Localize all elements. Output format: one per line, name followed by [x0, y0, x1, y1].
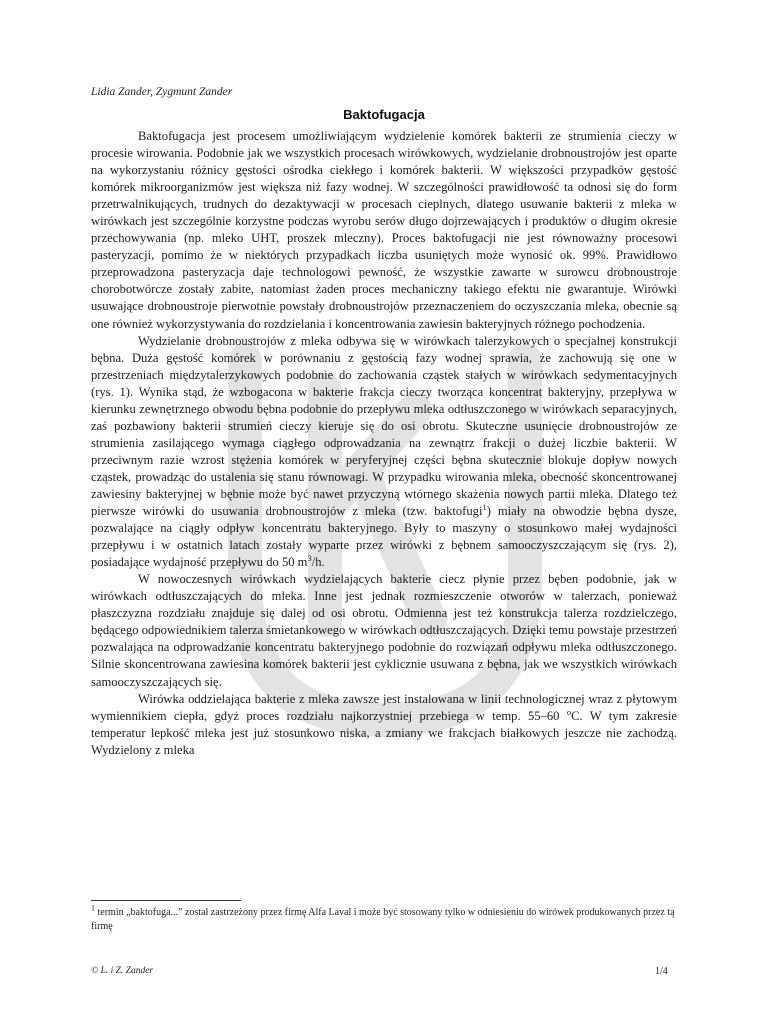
footnote-divider	[91, 900, 241, 901]
footer-copyright: © L. i Z. Zander	[91, 966, 154, 976]
paragraph-2-continued: ) miały na obwodzie bębna dysze, pozwalające na ciągły odpływ koncentratu bakteryjnego. Były to maszyny o stosunkowo małej wydajności przepływu i w ostatnich latach zostały wyparte przez wirówki z bębnem samooczyszczającym się (rys. 2), posiadające wydajność przepływu do 50 m	[91, 504, 678, 570]
paragraph-2	[91, 333, 677, 572]
paragraph-1: Baktofugacja jest procesem umożliwiającym wydzielenie komórek bakterii ze strumienia cieczy w procesie wirowania. Podobnie jak we wszystkich procesach wirówkowych, wydzielanie drobnoustrojów jest oparte na wykorzystaniu różnicy gęstości ośrodka ciekłego i komórek bakterii. W większości przypadków gęstość komórek mikroorganizmów jest większa niż fazy wodnej. W szczególności prawidłowość ta odnosi się do form przetrwalnikujących, trudnych do dezaktywacji w procesach cieplnych, dlatego usuwanie bakterii z mleka w wirówkach jest szczególnie korzystne podczas wyrobu serów długo dojrzewających i produktów o długim okresie przechowywania (np. mleko UHT, proszek mleczny). Proces baktofugacji nie jest równoważny procesowi pasteryzacji, pomimo że w niektórych przypadkach liczba usuniętych może wynosić ok. 99%. Prawidłowo przeprowadzona pasteryzacja daje technologowi pewność, że wszystkie zawarte w surowcu drobnoustroje chorobotwórcze zostały zabite, natomiast żaden proces mechaniczny takiego efektu nie gwarantuje. Wirówki usuwające drobnoustroje pierwotnie powstały drobnoustrojów przeznaczeniem do oczyszczania mleka, obecnie są one również wykorzystywania do rozdzielania i koncentrowania zawiesin bakteryjnych różnego pochodzenia.	[91, 129, 677, 331]
degree-superscript: o	[566, 706, 572, 717]
page-title: Baktofugacja	[343, 107, 425, 122]
paragraph-4-text: Wirówka oddzielająca bakterie z mleka zawsze jest instalowana w linii technologicznej wraz z płytowym wymiennikiem ciepła, gdyż proces rozdziału najkorzystniej przebiega w temp. 55–60	[91, 691, 677, 723]
paragraph-2-end: /h.	[311, 555, 325, 570]
footnote-text: termin „baktofuga...” został zastrzeżony przez firmę Alfa Laval i może być stosowany tylko w odniesieniu do wirówek produkowanych przez tą firmę	[91, 907, 675, 932]
footnote	[91, 903, 681, 933]
paragraph-2-text: Wydzielanie drobnoustrojów z mleka odbywa się w wirówkach talerzykowych o specjalnej konstrukcji bębna. Duża gęstość komórek w porównaniu z gęstością fazy wodnej sprawia, że zachowują się one w przestrzeniach międzytalerzykowych podobnie do zachowania cząstek stałych w wirówkach sedymentacyjnych (rys. 1). Wynika stąd, że wzbogacona w bakterie frakcja cieczy tworząca koncentrat bakteryjny, przepływa w kierunku zewnętrznego obwodu bębna podobnie do przepływu mleka odtłuszczonego w wirówkach separacyjnych, zaś pozbawiony bakterii strumień cieczy kieruje się do osi obrotu. Skuteczne usunięcie drobnoustrojów ze strumienia zasilającego wymaga ciągłego odprowadzania na zewnątrz frakcji o dużej liczbie bakterii. W przeciwnym razie wzrost stężenia komórek w peryferyjnej części bębna skutecznie blokuje dopływ nowych cząstek, prowadząc do ustalenia się stanu równowagi. W przypadku wirowania mleka, obecność skoncentrowanej zawiesiny bakteryjnej w bębnie może być nawet przyczyną wtórnego skażenia nowych partii mleka. Dlatego też pierwsze wirówki do usuwania drobnoustrojów z mleka (tzw. baktofugi	[91, 333, 677, 519]
paragraph-4	[91, 691, 677, 759]
footnote-number: 1	[91, 903, 95, 913]
footnote-ref: 1	[482, 501, 487, 512]
document-body	[91, 128, 677, 759]
unit-superscript: 3	[307, 552, 312, 563]
author-line: Lidia Zander, Zygmunt Zander	[91, 86, 233, 98]
paragraph-3: W nowoczesnych wirówkach wydzielających bakterie ciecz płynie przez bęben podobnie, jak w wirówkach odtłuszczających do mleka. Inne jest jednak rozmieszczenie otworów w talerzach, ponieważ płaszczyzna rozdziału znajduje się dalej od osi obrotu. Odmienna jest też konstrukcja talerza rozdzielczego, będącego odpowiednikiem talerza śmietankowego w wirówkach odtłuszczających. Dzięki temu powstaje przestrzeń pozwalająca na odprowadzanie koncentratu bakteryjnego podobnie do rozwiązań odpływu mleka odtłuszczonego. Silnie skoncentrowana zawiesina komórek bakterii jest cyklicznie usuwana z bębna, jak we wszystkich wirówkach samooczyszczających się.	[91, 572, 677, 689]
paragraph-4-end: C. W tym zakresie temperatur lepkość mleka jest już stosunkowo niska, a zmiany we frakcjach białkowych jeszcze nie zachodzą. Wydzielony z mleka	[91, 708, 677, 757]
page-number: 1/4	[655, 966, 668, 977]
